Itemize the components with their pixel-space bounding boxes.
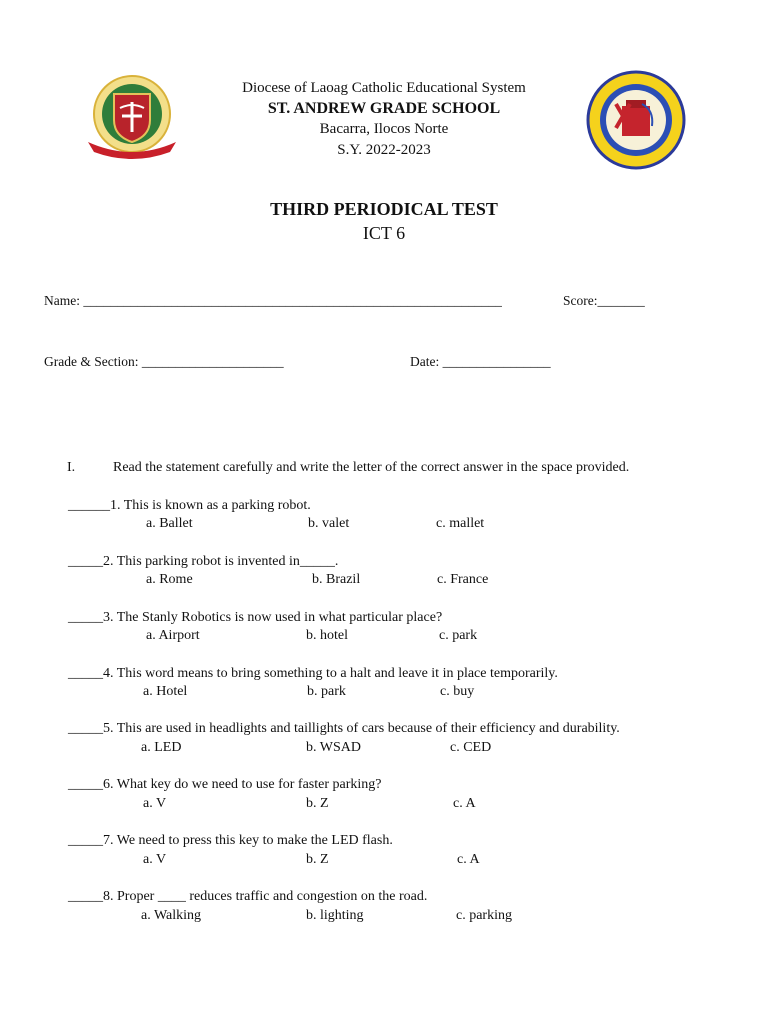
diocese-line: Diocese of Laoag Catholic Educational System (242, 80, 526, 96)
school-name: ST. ANDREW GRADE SCHOOL (267, 100, 501, 117)
question-text: _____4. This word means to bring something to a halt and leave it in place temporarily. (68, 666, 558, 681)
option-c: c. parking (456, 908, 512, 923)
option-a: a. Hotel (143, 684, 188, 699)
option-c: c. park (439, 628, 478, 643)
score-field[interactable]: Score:_______ (563, 293, 645, 308)
question-text: _____7. We need to press this key to make the LED flash. (68, 833, 393, 848)
option-c: c. CED (450, 740, 492, 755)
option-b: b. WSAD (306, 740, 361, 755)
section-instruction: Read the statement carefully and write the letter of the correct answer in the space provided. (113, 460, 630, 475)
option-c: c. A (457, 852, 480, 867)
question-text: _____5. This are used in headlights and taillights of cars because of their efficiency and durability. (68, 721, 620, 736)
question-text: _____8. Proper ____ reduces traffic and congestion on the road. (68, 889, 428, 904)
option-a: a. V (143, 852, 167, 867)
option-b: b. park (307, 684, 346, 699)
school-year: S.Y. 2022-2023 (337, 142, 431, 158)
option-c: c. France (437, 572, 489, 587)
option-b: b. Brazil (312, 572, 361, 587)
option-a: a. Walking (141, 908, 202, 923)
section-number: I. (67, 460, 76, 475)
question-text: _____3. The Stanly Robotics is now used in what particular place? (68, 610, 443, 625)
option-a: a. LED (141, 740, 182, 755)
option-a: a. Rome (146, 572, 193, 587)
grade-section-field[interactable]: Grade & Section: _____________________ (44, 354, 284, 369)
option-c: c. buy (440, 684, 475, 699)
exam-title: THIRD PERIODICAL TEST (270, 199, 498, 219)
option-c: c. mallet (436, 516, 485, 531)
name-field[interactable]: Name: ______________________________________________________________ (44, 293, 502, 308)
option-b: b. Z (306, 796, 329, 811)
option-a: a. Airport (146, 628, 200, 643)
question-text: _____6. What key do we need to use for faster parking? (68, 777, 382, 792)
option-b: b. lighting (306, 908, 364, 923)
option-a: a. V (143, 796, 167, 811)
option-a: a. Ballet (146, 516, 193, 531)
option-b: b. valet (308, 516, 350, 531)
school-location: Bacarra, Ilocos Norte (319, 121, 449, 137)
date-field[interactable]: Date: ________________ (410, 354, 551, 369)
option-c: c. A (453, 796, 476, 811)
exam-subject: ICT 6 (362, 223, 406, 243)
option-b: b. hotel (306, 628, 348, 643)
question-text: _____2. This parking robot is invented in_____. (68, 554, 339, 569)
question-text: ______1. This is known as a parking robot. (68, 498, 311, 513)
option-b: b. Z (306, 852, 329, 867)
